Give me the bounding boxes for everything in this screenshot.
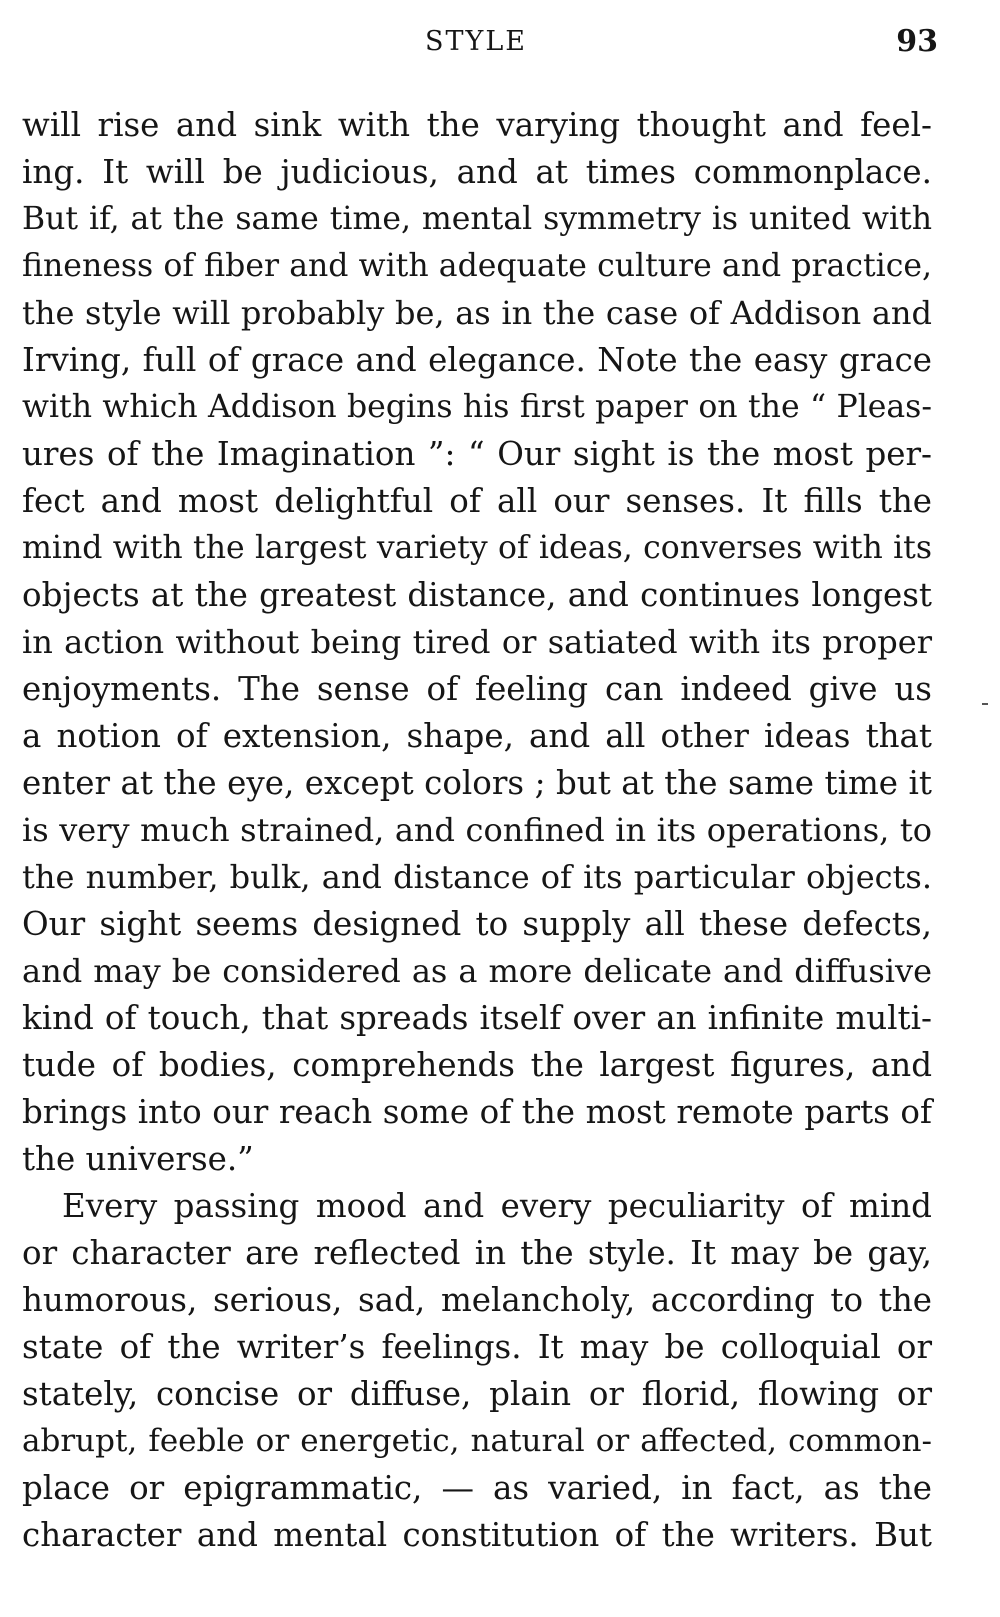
text-line: mind with the largest variety of ideas, converses with its [22,530,932,566]
text-line: enjoyments. The sense of feeling can indeed give us [22,670,932,708]
text-line: tude of bodies, comprehends the largest figures, and [22,1046,932,1084]
text-line: in action without being tired or satiated with its proper [22,623,932,661]
paragraph-1 [22,102,932,1183]
text-line: objects at the greatest distance, and continues longest [22,576,932,614]
text-line: the number, bulk, and distance of its particular objects. [22,858,932,896]
text-line: is very much strained, and confined in its operations, to [22,811,932,849]
text-line: the universe.” [22,1140,254,1178]
running-title: STYLE [425,26,527,57]
text-line: the style will probably be, as in the case of Addison and [22,294,932,332]
running-head [0,22,1000,62]
text-line: enter at the eye, except colors ; but at the same time it [22,764,932,802]
page-number: 93 [896,24,938,59]
text-line: fineness of fiber and with adequate culture and practice, [22,248,932,284]
text-line: Irving, full of grace and elegance. Note the easy grace [22,341,932,379]
text-line: place or epigrammatic, — as varied, in fact, as the [22,1469,932,1507]
text-line: Every passing mood and every peculiarity of mind [62,1187,932,1225]
text-line: will rise and sink with the varying thought and feel- [22,106,932,144]
text-line: a notion of extension, shape, and all other ideas that [22,717,932,755]
margin-mark [982,703,988,705]
text-line: state of the writer’s feelings. It may be colloquial or [22,1328,932,1366]
text-line: kind of touch, that spreads itself over an infinite multi- [22,999,932,1037]
text-line: Our sight seems designed to supply all these defects, [22,905,932,943]
paragraph-2 [22,1183,932,1559]
text-line: character and mental constitution of the writers. But [22,1516,932,1554]
text-line: fect and most delightful of all our senses. It fills the [22,482,932,520]
text-line: abrupt, feeble or energetic, natural or affected, common- [22,1423,932,1459]
text-line: and may be considered as a more delicate and diffusive [22,952,932,990]
text-line: with which Addison begins his first paper on the “ Pleas- [22,389,932,425]
body-text [22,102,932,1559]
text-line: humorous, serious, sad, melancholy, according to the [22,1281,932,1319]
text-line: ures of the Imagination ”: “ Our sight is the most per- [22,435,932,473]
text-line: ing. It will be judicious, and at times commonplace. [22,153,932,191]
text-line: brings into our reach some of the most remote parts of [22,1093,932,1131]
text-line: or character are reflected in the style. It may be gay, [22,1234,932,1272]
text-line: But if, at the same time, mental symmetry is united with [22,201,932,237]
text-line: stately, concise or diffuse, plain or florid, flowing or [22,1375,932,1413]
